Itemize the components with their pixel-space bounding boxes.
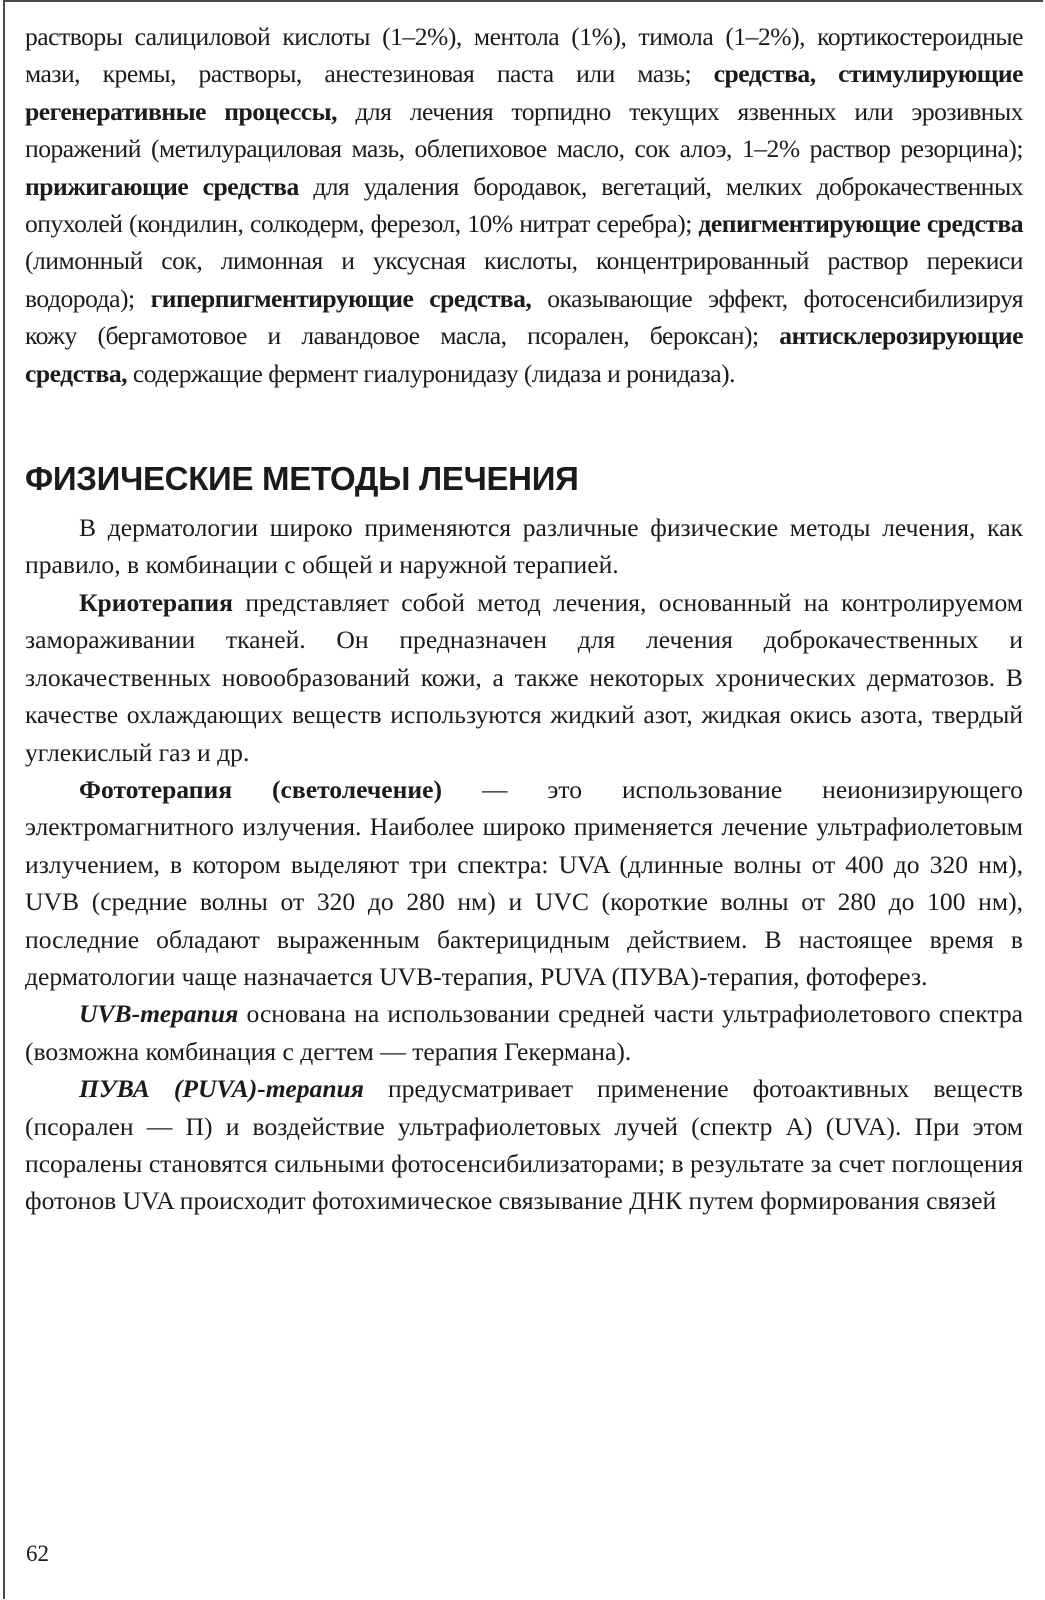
section-heading: ФИЗИЧЕСКИЕ МЕТОДЫ ЛЕЧЕНИЯ [25,460,579,498]
text-run: содержащие фермент гиалуронидазу (лидаза и ронидаза). [127,358,735,388]
page-content [25,18,1023,1220]
intro-paragraph: В дерматологии широко применяются различные физические методы лечения, как правило, в комбинации с общей и наружной терапией. [25,513,1023,580]
text-run: основана на использовании средней части ультрафиолетового спектра (возможна комбинация с дегтем — терапия Гекермана). [25,999,1023,1066]
bold-term: гиперпигментирующие средства, [150,283,532,313]
bold-italic-term: ПУВА (PUVA)-терапия [79,1074,364,1104]
cryotherapy-paragraph [25,584,1023,771]
text-run: предусматривает применение фотоактивных веществ (псорален — П) и воздействие ультрафиолетовых лучей (спектр А) (UVA). При этом псоралены становятся сильными фотосенсибилизаторами; в результате за счет поглощения фотонов UVA происходит фотохимическое связывание ДНК путем формирования связей [25,1074,1023,1216]
bold-italic-term: UVB-терапия [79,999,239,1029]
text-run: оказывающие эффект, фотосенсибилизируя кожу (бергамотовое и лавандовое масла, псорален, бероксан); [25,283,1023,351]
bold-term: средства, стимулирующие регенеративные процессы, [25,59,1023,126]
text-run: представляет собой метод лечения, основанный на контролируемом замораживании тканей. Он предназначен для лечения доброкачественных и злокачественных новообразований кожи, а также некоторых хронических дерматозов. В качестве охлаждающих веществ используются жидкий азот, жидкая окись азота, твердый углекислый газ и др. [25,587,1023,767]
puva-paragraph [25,1070,1023,1220]
phototherapy-paragraph [25,771,1023,995]
text-run: — это использование неионизирующего электромагнитного излучения. Наиболее широко применяется лечение ультрафиолетовым излучением, в котором выделяют три спектра: UVA (длинные волны от 400 до 320 нм), UVB (средние волны от 320 до 280 нм) и UVC (короткие волны от 280 до 100 нм), последние обладают выраженным бактерицидным действием. В настоящее время в дерматологии чаще назначается UVB-терапия, PUVA (ПУВА)-терапия, фотоферез. [25,774,1023,991]
bold-term: Криотерапия [79,587,233,617]
bold-term: депигментирующие средства [698,209,1024,239]
bold-term: прижигающие средства [25,171,299,201]
text-run: для лечения торпидно текущих язвенных или эрозивных поражений (метилурациловая мазь, облепиховое масло, сок алоэ, 1–2% раствор резорцина); [25,96,1023,164]
continued-paragraph [25,18,1023,392]
text-run: для удаления бородавок, вегетаций, мелких доброкачественных опухолей (кондилин, солкодерм, ферезол, 10% нитрат серебра); [25,171,1024,239]
bold-term: антисклерозирующие средства, [25,321,1023,388]
bold-term: Фототерапия (светолечение) [79,774,443,804]
page-number: 62 [26,1541,49,1566]
text-run: растворы салициловой кислоты (1–2%), ментола (1%), тимола (1–2%), кортикостероидные мази, кремы, растворы, анестезиновая паста или мазь; [25,22,1023,89]
uvb-paragraph [25,995,1023,1070]
text-run: (лимонный сок, лимонная и уксусная кислоты, концентрированный раствор перекиси водорода); [25,246,1023,313]
